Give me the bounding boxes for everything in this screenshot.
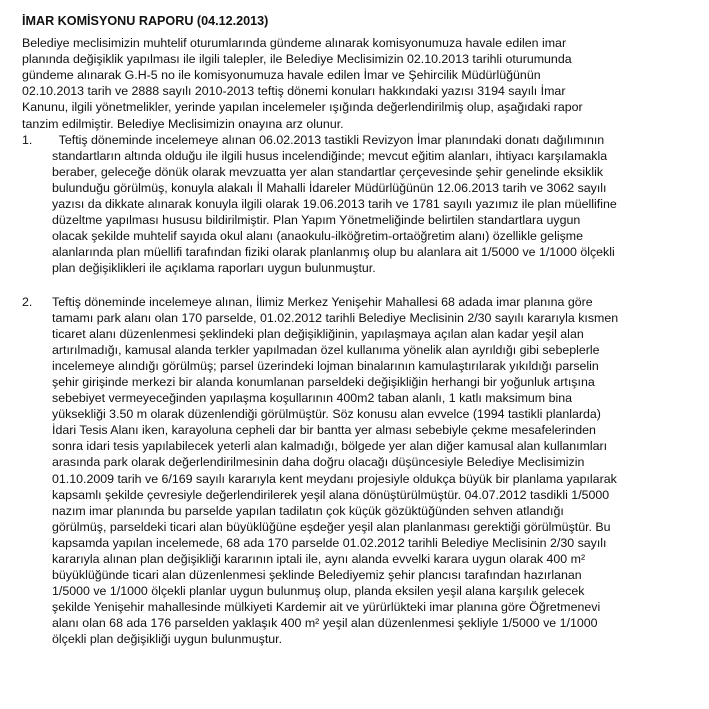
intro-line: planında değişiklik yapılması ile ilgili talepler, ile Belediye Meclisimizin 02.10.2013 tarihli oturumunda — [22, 52, 572, 67]
item-line: görülmüş, parseldeki ticari alan büyüklüğüne eşdeğer yeşil alan planlanması gerektiği görülmüştür. Bu — [52, 519, 611, 534]
intro-line: Belediye meclisimizin muhtelif oturumlarında gündeme alınarak komisyonumuza havale edilen imar — [22, 36, 567, 51]
item-line: bulunduğu görülmüş, konuyla alakalı İl Mahalli İdareler Müdürlüğünün 12.06.2013 tarih ve 3062 sayılı — [52, 180, 607, 195]
item-line: sonra idari tesis yapılabilecek yeterli alan kalmadığı, bölgede yer alan diğer kamusal alan kullanımları — [52, 439, 608, 454]
item-line: ticaret alanı düzenlenmesi şeklindeki plan değişikliğinin, yapılaşmaya açılan alan kadar yeşil alan — [52, 326, 584, 341]
report-title: İMAR KOMİSYONU RAPORU (04.12.2013) — [22, 14, 269, 28]
item-line: şehir girişinde merkezi bir alanda konumlanan parseldeki değişikliğin herhangi bir yoğunluk artışına — [52, 374, 595, 389]
item-line: büyüklüğünde ticari alan düzenlenmesi şeklinde Belediyemiz şehir plancısı tarafından hazırlanan — [52, 568, 582, 583]
item-line: beraber, geleceğe dönük olarak mevzuatta yer alan standartlar çerçevesinde şehir genelinde eksiklik — [52, 164, 604, 179]
item-line: Teftiş döneminde incelemeye alınan 06.02.2013 tastikli Revizyon İmar planındaki donatı dağılımının — [52, 132, 605, 147]
item-line: sebebiyet vermeyeceğinden yapılaşma koşullarının 400m2 taban alanlı, 1 katlı maksimum bina — [52, 391, 572, 406]
item-line: nazım imar planında bu parselde yapılan tadilatın çok küçük gözüktüğünden sehven atlandığı — [52, 503, 564, 518]
item-line: artırılmadığı, kamusal alanda terkler yapılmadan özel kullanıma yönelik alan ayrıldığı gibi sebeplerle — [52, 342, 600, 357]
item-line: standartların altında olduğu ile ilgili husus incelendiğinde; mevcut eğitim alanları, ihtiyacı karşılamakla — [52, 148, 608, 163]
item-line: alanı olan 68 ada 176 parselden yaklaşık 400 m² yeşil alan düzenlenmesi şekliyle 1/5000 ve 1/1000 — [52, 616, 598, 631]
item-number: 1. — [22, 132, 33, 147]
intro-paragraph — [22, 35, 690, 132]
item-line: olacak şekilde muhtelif sayıda okul alanı (anaokulu-ilköğretim-ortaöğretim alanı) özellikle gelişme — [52, 229, 583, 244]
item-line: Teftiş döneminde incelemeye alınan, İlimiz Merkez Yenişehir Mahallesi 68 adada imar planına göre — [52, 294, 593, 309]
item-line: tamamı park alanı olan 170 parselde, 01.02.2012 tarihli Belediye Meclisinin 2/30 sayılı kararıyla kısmen — [52, 310, 619, 325]
item-line: yüksekliği 3.50 m olarak düzenlendiği görülmüştür. Söz konusu alan evvelce (1994 tastikli planlarda) — [52, 407, 601, 422]
intro-line: tanzim edilmiştir. Belediye Meclisimizin onayına arz olunur. — [22, 116, 344, 131]
list-item-1 — [22, 132, 690, 277]
item-line: plan değişiklikleri ile açıklama raporları uygun bulunmuştur. — [52, 261, 376, 276]
item-line: 01.10.2009 tarih ve 6/169 sayılı kararıyla kent meydanı projesiyle oldukça büyük bir planlama yapılarak — [52, 471, 617, 486]
intro-line: Kanunu, ilgili yönetmelikler, yerinde yapılan incelemeler ışığında değerlendirilmiş olup, aşağıdaki rapor — [22, 100, 583, 115]
item-line: alanlarında plan müellifi tarafından fiziki olarak planlanmış olup bu alanlara ait 1/5000 ve 1/1000 ölçekli — [52, 245, 615, 260]
intro-line: gündeme alınarak G.H-5 no ile komisyonumuza havale edilen İmar ve Şehircilik Müdürlüğünün — [22, 68, 541, 83]
item-line: kararıyla alınan plan değişikliği kararının iptali ile, aynı alanda evvelki karara uygun olarak 400 m² — [52, 552, 586, 566]
item-line: ölçekli plan değişikliği uygun bulunmuştur. — [52, 632, 283, 647]
item-line: incelemeye alındığı görülmüş; parsel üzerindeki lojman binalarının kamulaştırılarak yıkıldığı parselin — [52, 358, 599, 373]
item-line: yazısı da dikkate alınarak konuyla ilgili olarak 19.06.2013 tarih ve 1781 sayılı yazımız ile plan müellifine — [52, 197, 617, 212]
item-number: 2. — [22, 294, 33, 309]
item-line: arasında park olarak değerlendirilmesinin daha doğru olacağı düşüncesiyle Belediye Meclisimizin — [52, 455, 585, 470]
item-line: İdari Tesis Alanı iken, karayoluna cepheli dar bir bantta yer alması sebebiyle çekme mesafelerinden — [52, 423, 596, 438]
item-line: düzeltme yapılması hususu bildirilmiştir. Plan Yapım Yönetmeliğinde belirtilen standartlara uygun — [52, 213, 581, 228]
item-line: şekilde Yenişehir mahallesinde mülkiyeti Kardemir ait ve yürürlükteki imar planına göre Öğretmenevi — [52, 600, 601, 615]
list-item-2 — [22, 294, 690, 648]
item-line: kapsamda yapılan incelemede, 68 ada 170 parselde 01.02.2012 tarihli Belediye Meclisinin 2/30 sayılı — [52, 535, 607, 550]
item-line: 1/5000 ve 1/1000 ölçekli planlar uygun bulunmuş olup, planda eksilen yeşil alana karşılık gelecek — [52, 584, 585, 599]
item-line: kapsamlı şekilde çevresiyle değerlendirilerek yeşil alana dönüştürülmüştür. 04.07.2012 tasdikli 1/5000 — [52, 487, 610, 502]
report-page — [22, 13, 690, 648]
intro-line: 02.10.2013 tarih ve 2888 sayılı 2010-2013 teftiş dönemi konuları hakkındaki yazısı 3194 sayılı İmar — [22, 84, 566, 99]
